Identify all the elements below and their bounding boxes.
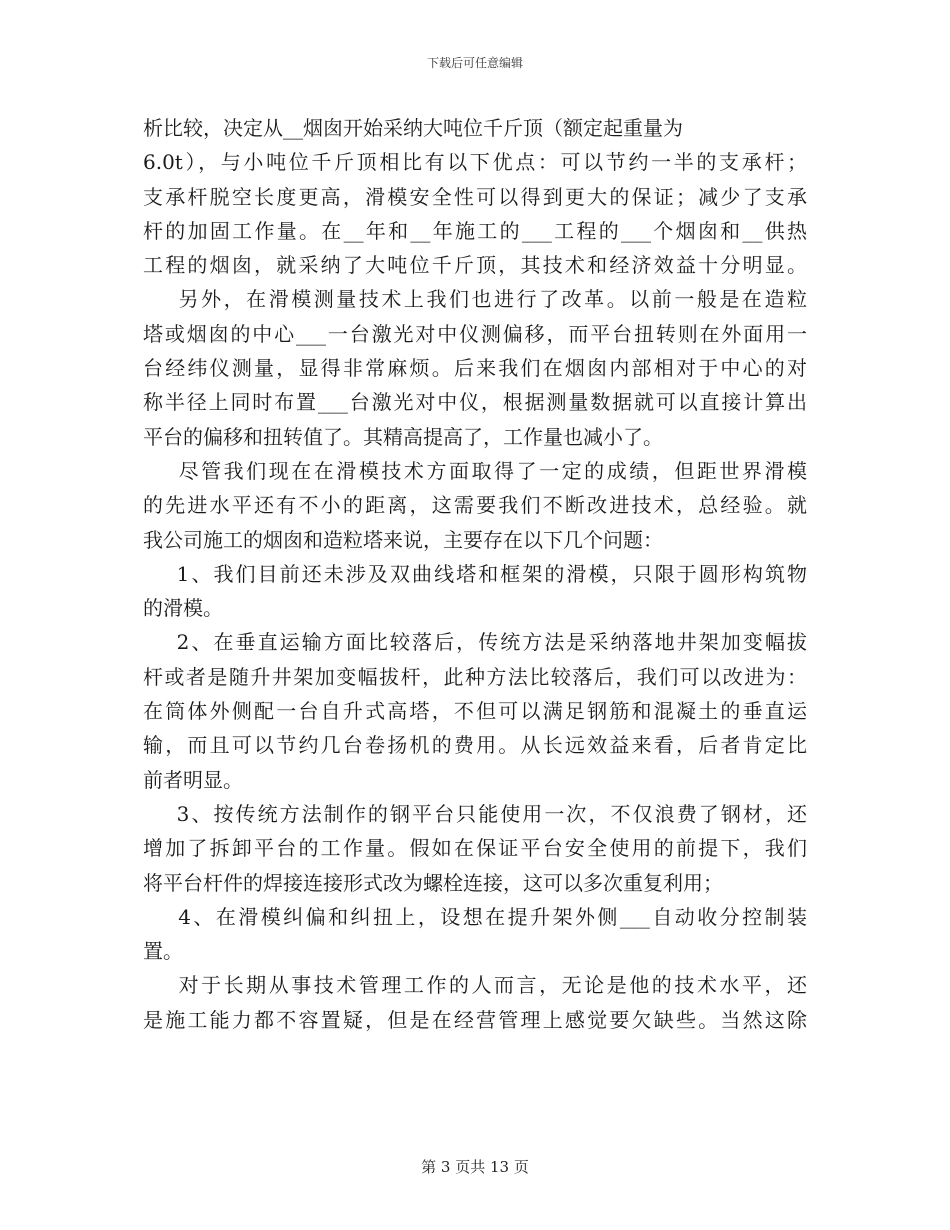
text-line: 塔或烟囱的中心___一台激光对中仪测偏移，而平台扭转则在外面用一 — [143, 321, 807, 346]
text-line: 输，而且可以节约几台卷扬机的费用。从长远效益来看，后者肯定比 — [143, 733, 807, 758]
text-line: 杆或者是随升井架加变幅拔杆，此种方法比较落后，我们可以改进为： — [143, 664, 807, 689]
text-line: 是施工能力都不容置疑，但是在经营管理上感觉要欠缺些。当然这除 — [143, 1007, 807, 1032]
text-line: 前者明显。 — [143, 767, 243, 792]
text-line: 尽管我们现在在滑模技术方面取得了一定的成绩，但距世界滑模 — [143, 458, 807, 483]
text-line: 析比较，决定从__烟囱开始采纳大吨位千斤顶（额定起重量为 — [143, 116, 683, 140]
text-line: 在筒体外侧配一台自升式高塔，不但可以满足钢筋和混凝土的垂直运 — [143, 699, 807, 724]
text-line: 增加了拆卸平台的工作量。假如在保证平台安全使用的前提下，我们 — [143, 836, 807, 861]
page-number: 第 3 页共 13 页 — [421, 1158, 529, 1176]
text-line: 我公司施工的烟囱和造粒塔来说，主要存在以下几个问题： — [143, 527, 663, 552]
text-line: 支承杆脱空长度更高，滑模安全性可以得到更大的保证；减少了支承 — [143, 184, 807, 209]
text-line: 杆的加固工作量。在__年和__年施工的___工程的___个烟囱和__供热 — [143, 218, 807, 243]
text-line: 4、在滑模纠偏和纠扭上，设想在提升架外侧___自动收分控制装 — [143, 904, 807, 929]
text-line: 将平台杆件的焊接连接形式改为螺栓连接，这可以多次重复利用； — [143, 870, 723, 895]
document-body — [143, 111, 807, 1037]
text-line: 称半径上同时布置___台激光对中仪，根据测量数据就可以直接计算出 — [143, 390, 807, 415]
text-line: 台经纬仪测量，显得非常麻烦。后来我们在烟囱内部相对于中心的对 — [143, 356, 807, 381]
text-line: 6.0t），与小吨位千斤顶相比有以下优点：可以节约一半的支承杆； — [143, 150, 807, 175]
text-line: 平台的偏移和扭转值了。其精高提高了，工作量也减小了。 — [143, 424, 663, 449]
text-line: 工程的烟囱，就采纳了大吨位千斤顶，其技术和经济效益十分明显。 — [143, 253, 807, 278]
text-line: 2、在垂直运输方面比较落后，传统方法是采纳落地井架加变幅拔 — [143, 630, 807, 655]
page-header: 下载后可任意编辑 — [426, 56, 523, 70]
text-line: 的滑模。 — [143, 596, 223, 621]
text-line: 的先进水平还有不小的距离，这需要我们不断改进技术，总经验。就 — [143, 493, 807, 518]
text-line: 对于长期从事技术管理工作的人而言，无论是他的技术水平，还 — [143, 973, 807, 998]
text-line: 3、按传统方法制作的钢平台只能使用一次，不仅浪费了钢材，还 — [143, 801, 807, 826]
text-line: 1、我们目前还未涉及双曲线塔和框架的滑模，只限于圆形构筑物 — [143, 561, 807, 586]
text-line: 置。 — [143, 939, 183, 964]
text-line: 另外，在滑模测量技术上我们也进行了改革。以前一般是在造粒 — [143, 287, 807, 312]
